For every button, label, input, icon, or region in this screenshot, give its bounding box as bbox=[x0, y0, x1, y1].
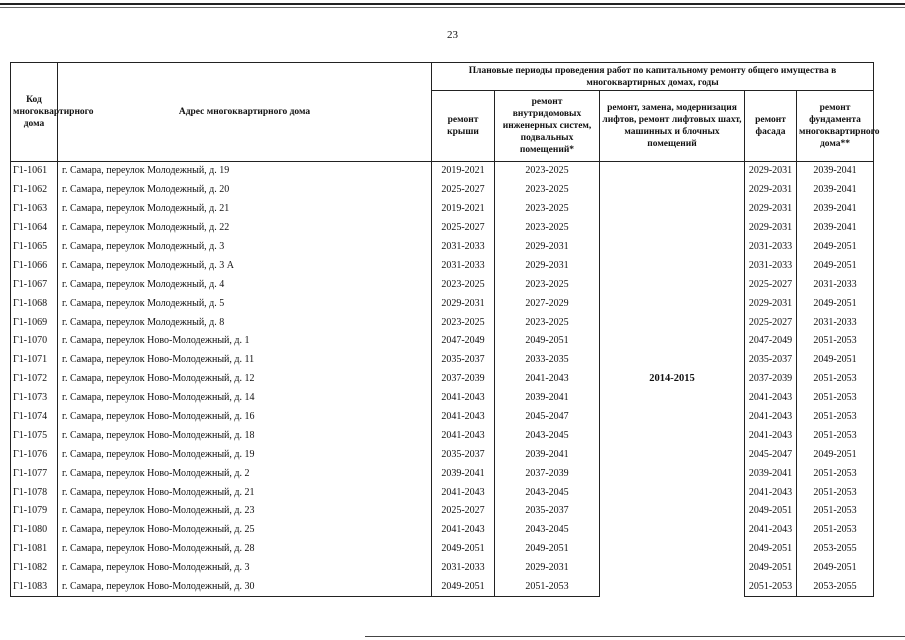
cell-systems: 2027-2029 bbox=[495, 294, 600, 313]
table-row bbox=[11, 275, 874, 294]
cell-roof: 2023-2025 bbox=[432, 313, 495, 332]
header-facade: ремонт фасада bbox=[745, 91, 797, 162]
cell-address: г. Самара, переулок Молодежный, д. 8 bbox=[58, 313, 432, 332]
cell-systems: 2033-2035 bbox=[495, 351, 600, 370]
cell-facade: 2029-2031 bbox=[745, 200, 797, 219]
table-row bbox=[11, 238, 874, 257]
cell-foundation: 2051-2053 bbox=[797, 483, 874, 502]
cell-foundation: 2051-2053 bbox=[797, 502, 874, 521]
cell-code: Г1-1062 bbox=[11, 181, 58, 200]
cell-systems: 2023-2025 bbox=[495, 162, 600, 181]
cell-facade: 2029-2031 bbox=[745, 294, 797, 313]
cell-roof: 2041-2043 bbox=[432, 408, 495, 427]
page-number: 23 bbox=[447, 29, 458, 41]
table-row bbox=[11, 389, 874, 408]
cell-foundation: 2039-2041 bbox=[797, 181, 874, 200]
cell-code: Г1-1070 bbox=[11, 332, 58, 351]
cell-facade: 2051-2053 bbox=[745, 578, 797, 597]
cell-facade: 2045-2047 bbox=[745, 445, 797, 464]
cell-systems: 2045-2047 bbox=[495, 408, 600, 427]
table-row bbox=[11, 370, 874, 389]
cell-systems: 2023-2025 bbox=[495, 275, 600, 294]
cell-code: Г1-1067 bbox=[11, 275, 58, 294]
table-row bbox=[11, 502, 874, 521]
capital-repair-table bbox=[10, 62, 880, 597]
cell-foundation: 2031-2033 bbox=[797, 275, 874, 294]
cell-code: Г1-1061 bbox=[11, 162, 58, 181]
cell-systems: 2041-2043 bbox=[495, 370, 600, 389]
cell-address: г. Самара, переулок Ново-Молодежный, д. 21 bbox=[58, 483, 432, 502]
cell-address: г. Самара, переулок Молодежный, д. 3 А bbox=[58, 256, 432, 275]
cell-roof: 2031-2033 bbox=[432, 238, 495, 257]
table-row bbox=[11, 578, 874, 597]
cell-foundation: 2039-2041 bbox=[797, 219, 874, 238]
cell-roof: 2025-2027 bbox=[432, 181, 495, 200]
table-row bbox=[11, 408, 874, 427]
cell-address: г. Самара, переулок Молодежный, д. 22 bbox=[58, 219, 432, 238]
cell-roof: 2037-2039 bbox=[432, 370, 495, 389]
cell-roof: 2023-2025 bbox=[432, 275, 495, 294]
cell-systems: 2037-2039 bbox=[495, 464, 600, 483]
cell-foundation: 2049-2051 bbox=[797, 294, 874, 313]
cell-code: Г1-1074 bbox=[11, 408, 58, 427]
cell-facade: 2029-2031 bbox=[745, 181, 797, 200]
cell-systems: 2023-2025 bbox=[495, 181, 600, 200]
cell-facade: 2041-2043 bbox=[745, 408, 797, 427]
cell-systems: 2051-2053 bbox=[495, 578, 600, 597]
cell-systems: 2039-2041 bbox=[495, 445, 600, 464]
cell-code: Г1-1069 bbox=[11, 313, 58, 332]
cell-code: Г1-1072 bbox=[11, 370, 58, 389]
table-row bbox=[11, 464, 874, 483]
cell-facade: 2025-2027 bbox=[745, 313, 797, 332]
cell-code: Г1-1066 bbox=[11, 256, 58, 275]
cell-foundation: 2049-2051 bbox=[797, 559, 874, 578]
table-row bbox=[11, 540, 874, 559]
cell-address: г. Самара, переулок Ново-Молодежный, д. 25 bbox=[58, 521, 432, 540]
cell-address: г. Самара, переулок Ново-Молодежный, д. 18 bbox=[58, 426, 432, 445]
header-foundation: ремонт фундамента многоквартирного дома** bbox=[797, 91, 874, 162]
cell-address: г. Самара, переулок Молодежный, д. 20 bbox=[58, 181, 432, 200]
cell-foundation: 2031-2033 bbox=[797, 313, 874, 332]
table-row bbox=[11, 256, 874, 275]
cell-address: г. Самара, переулок Молодежный, д. 21 bbox=[58, 200, 432, 219]
table-row bbox=[11, 332, 874, 351]
cell-foundation: 2051-2053 bbox=[797, 464, 874, 483]
table-row bbox=[11, 521, 874, 540]
cell-facade: 2025-2027 bbox=[745, 275, 797, 294]
cell-address: г. Самара, переулок Ново-Молодежный, д. 30 bbox=[58, 578, 432, 597]
cell-code: Г1-1073 bbox=[11, 389, 58, 408]
table-row bbox=[11, 181, 874, 200]
cell-facade: 2041-2043 bbox=[745, 426, 797, 445]
cell-code: Г1-1081 bbox=[11, 540, 58, 559]
cell-code: Г1-1080 bbox=[11, 521, 58, 540]
bottom-rule bbox=[365, 636, 905, 637]
cell-code: Г1-1068 bbox=[11, 294, 58, 313]
cell-foundation: 2051-2053 bbox=[797, 426, 874, 445]
cell-code: Г1-1078 bbox=[11, 483, 58, 502]
table-row bbox=[11, 294, 874, 313]
cell-facade: 2037-2039 bbox=[745, 370, 797, 389]
cell-systems: 2023-2025 bbox=[495, 313, 600, 332]
cell-code: Г1-1083 bbox=[11, 578, 58, 597]
header-roof: ремонт крыши bbox=[432, 91, 495, 162]
cell-roof: 2041-2043 bbox=[432, 483, 495, 502]
cell-code: Г1-1079 bbox=[11, 502, 58, 521]
header-address: Адрес многоквартирного дома bbox=[58, 63, 432, 162]
cell-roof: 2029-2031 bbox=[432, 294, 495, 313]
cell-facade: 2029-2031 bbox=[745, 219, 797, 238]
cell-address: г. Самара, переулок Ново-Молодежный, д. 28 bbox=[58, 540, 432, 559]
cell-code: Г1-1076 bbox=[11, 445, 58, 464]
cell-foundation: 2049-2051 bbox=[797, 238, 874, 257]
cell-facade: 2049-2051 bbox=[745, 540, 797, 559]
cell-foundation: 2051-2053 bbox=[797, 332, 874, 351]
cell-systems: 2035-2037 bbox=[495, 502, 600, 521]
cell-code: Г1-1077 bbox=[11, 464, 58, 483]
cell-roof: 2047-2049 bbox=[432, 332, 495, 351]
table-row bbox=[11, 351, 874, 370]
table-row bbox=[11, 219, 874, 238]
cell-systems: 2029-2031 bbox=[495, 559, 600, 578]
cell-roof: 2031-2033 bbox=[432, 256, 495, 275]
cell-address: г. Самара, переулок Ново-Молодежный, д. 14 bbox=[58, 389, 432, 408]
cell-address: г. Самара, переулок Ново-Молодежный, д. 11 bbox=[58, 351, 432, 370]
cell-foundation: 2049-2051 bbox=[797, 445, 874, 464]
cell-lifts: 2014-2015 bbox=[600, 162, 745, 597]
cell-roof: 2025-2027 bbox=[432, 502, 495, 521]
cell-foundation: 2051-2053 bbox=[797, 521, 874, 540]
cell-systems: 2023-2025 bbox=[495, 219, 600, 238]
table-row bbox=[11, 559, 874, 578]
cell-foundation: 2053-2055 bbox=[797, 540, 874, 559]
header-periods: Плановые периоды проведения работ по капитальному ремонту общего имущества в многоквартирных домах, годы bbox=[432, 63, 874, 91]
table-row bbox=[11, 200, 874, 219]
cell-roof: 2025-2027 bbox=[432, 219, 495, 238]
cell-foundation: 2049-2051 bbox=[797, 256, 874, 275]
cell-systems: 2049-2051 bbox=[495, 332, 600, 351]
cell-facade: 2049-2051 bbox=[745, 559, 797, 578]
cell-facade: 2049-2051 bbox=[745, 502, 797, 521]
cell-roof: 2049-2051 bbox=[432, 540, 495, 559]
table-row bbox=[11, 313, 874, 332]
cell-roof: 2041-2043 bbox=[432, 426, 495, 445]
cell-address: г. Самара, переулок Молодежный, д. 4 bbox=[58, 275, 432, 294]
cell-systems: 2043-2045 bbox=[495, 483, 600, 502]
cell-roof: 2031-2033 bbox=[432, 559, 495, 578]
cell-address: г. Самара, переулок Ново-Молодежный, д. 23 bbox=[58, 502, 432, 521]
cell-foundation: 2051-2053 bbox=[797, 370, 874, 389]
cell-code: Г1-1082 bbox=[11, 559, 58, 578]
table-row bbox=[11, 445, 874, 464]
cell-code: Г1-1071 bbox=[11, 351, 58, 370]
cell-foundation: 2051-2053 bbox=[797, 389, 874, 408]
cell-roof: 2035-2037 bbox=[432, 351, 495, 370]
cell-roof: 2049-2051 bbox=[432, 578, 495, 597]
cell-roof: 2019-2021 bbox=[432, 162, 495, 181]
cell-facade: 2035-2037 bbox=[745, 351, 797, 370]
cell-systems: 2043-2045 bbox=[495, 426, 600, 445]
cell-facade: 2041-2043 bbox=[745, 389, 797, 408]
cell-address: г. Самара, переулок Ново-Молодежный, д. 2 bbox=[58, 464, 432, 483]
cell-facade: 2041-2043 bbox=[745, 483, 797, 502]
cell-address: г. Самара, переулок Молодежный, д. 19 bbox=[58, 162, 432, 181]
cell-facade: 2029-2031 bbox=[745, 162, 797, 181]
cell-roof: 2041-2043 bbox=[432, 389, 495, 408]
cell-facade: 2039-2041 bbox=[745, 464, 797, 483]
cell-code: Г1-1065 bbox=[11, 238, 58, 257]
cell-facade: 2047-2049 bbox=[745, 332, 797, 351]
cell-roof: 2019-2021 bbox=[432, 200, 495, 219]
cell-foundation: 2039-2041 bbox=[797, 200, 874, 219]
cell-foundation: 2049-2051 bbox=[797, 351, 874, 370]
cell-roof: 2041-2043 bbox=[432, 521, 495, 540]
cell-facade: 2041-2043 bbox=[745, 521, 797, 540]
cell-code: Г1-1075 bbox=[11, 426, 58, 445]
header-lifts: ремонт, замена, модернизация лифтов, ремонт лифтовых шахт, машинных и блочных помещений bbox=[600, 91, 745, 162]
cell-systems: 2049-2051 bbox=[495, 540, 600, 559]
table-row bbox=[11, 426, 874, 445]
cell-foundation: 2039-2041 bbox=[797, 162, 874, 181]
cell-systems: 2023-2025 bbox=[495, 200, 600, 219]
cell-systems: 2029-2031 bbox=[495, 238, 600, 257]
cell-facade: 2031-2033 bbox=[745, 238, 797, 257]
cell-code: Г1-1063 bbox=[11, 200, 58, 219]
cell-address: г. Самара, переулок Молодежный, д. 3 bbox=[58, 238, 432, 257]
cell-address: г. Самара, переулок Ново-Молодежный, д. 16 bbox=[58, 408, 432, 427]
cell-address: г. Самара, переулок Ново-Молодежный, д. 19 bbox=[58, 445, 432, 464]
table-row bbox=[11, 483, 874, 502]
top-rule-thin bbox=[0, 7, 905, 8]
cell-roof: 2039-2041 bbox=[432, 464, 495, 483]
cell-systems: 2043-2045 bbox=[495, 521, 600, 540]
cell-foundation: 2051-2053 bbox=[797, 408, 874, 427]
table-body bbox=[11, 162, 874, 597]
cell-code: Г1-1064 bbox=[11, 219, 58, 238]
cell-address: г. Самара, переулок Ново-Молодежный, д. 12 bbox=[58, 370, 432, 389]
cell-facade: 2031-2033 bbox=[745, 256, 797, 275]
cell-systems: 2029-2031 bbox=[495, 256, 600, 275]
table-row bbox=[11, 162, 874, 181]
top-rule bbox=[0, 3, 905, 5]
cell-roof: 2035-2037 bbox=[432, 445, 495, 464]
cell-address: г. Самара, переулок Молодежный, д. 5 bbox=[58, 294, 432, 313]
header-code: Код многоквартирного дома bbox=[11, 63, 58, 162]
cell-address: г. Самара, переулок Ново-Молодежный, д. 1 bbox=[58, 332, 432, 351]
cell-systems: 2039-2041 bbox=[495, 389, 600, 408]
cell-foundation: 2053-2055 bbox=[797, 578, 874, 597]
cell-address: г. Самара, переулок Ново-Молодежный, д. 3 bbox=[58, 559, 432, 578]
header-systems: ремонт внутридомовых инженерных систем, подвальных помещений* bbox=[495, 91, 600, 162]
